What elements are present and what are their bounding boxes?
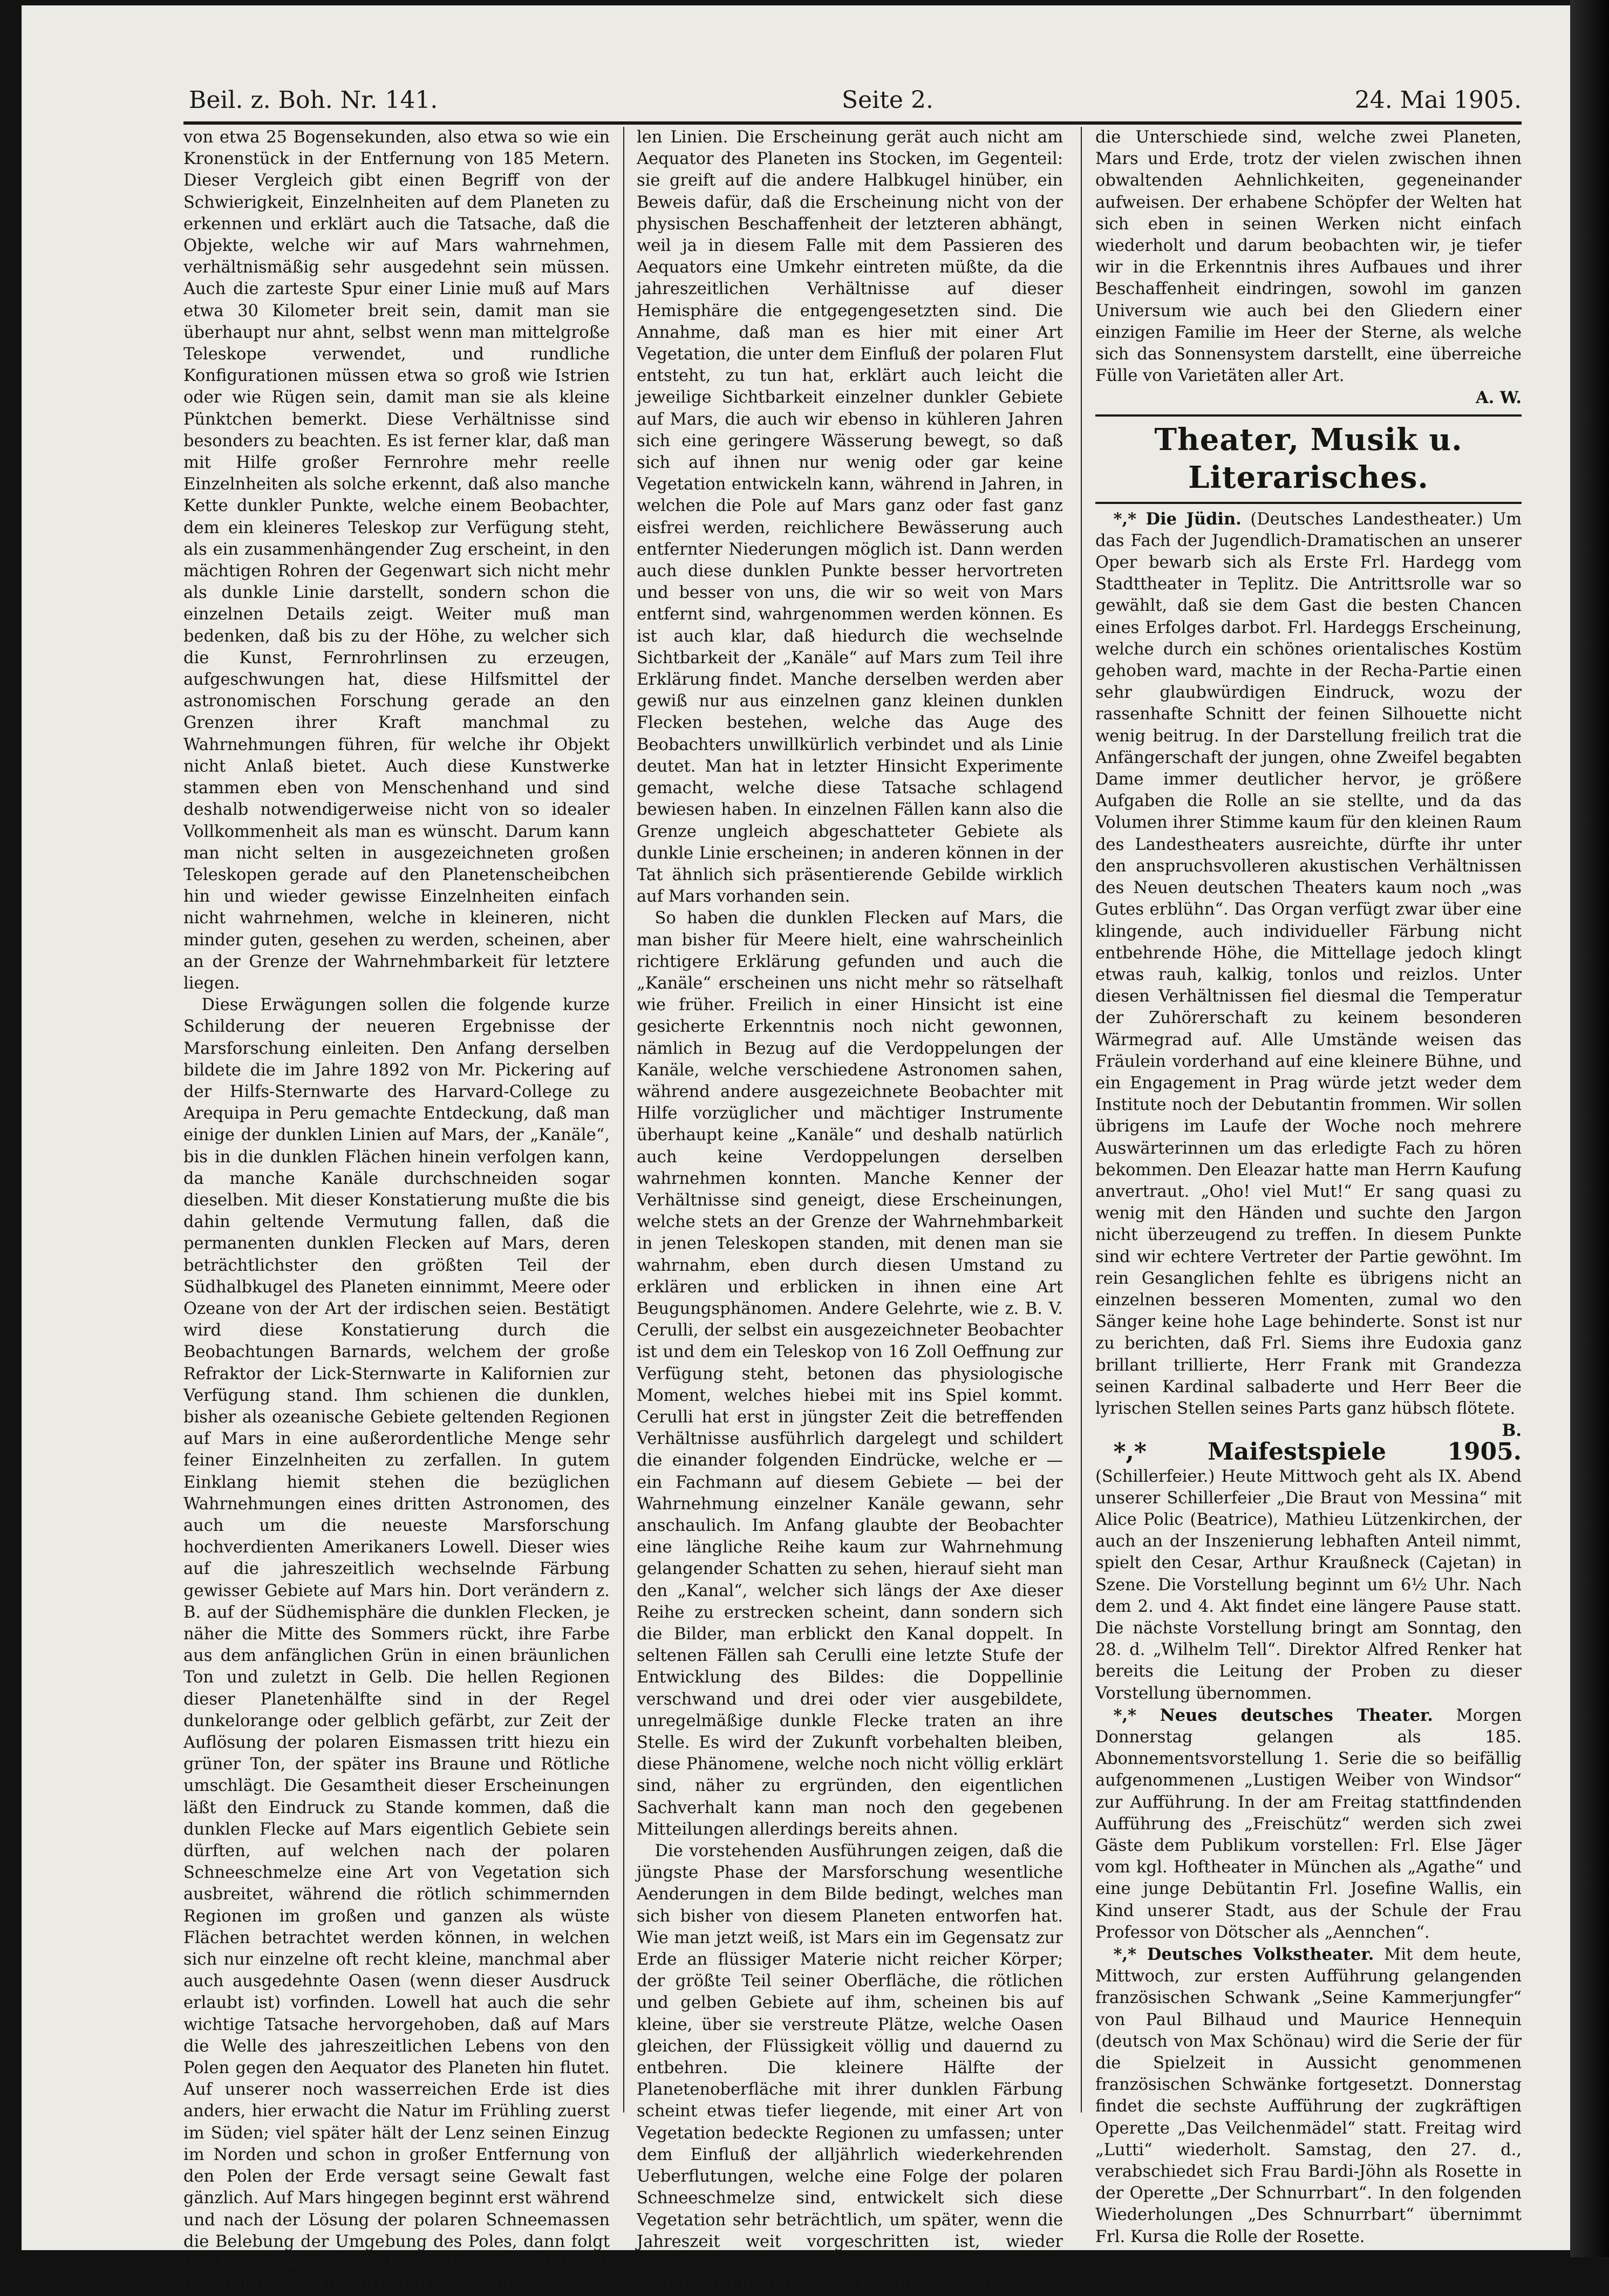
notice-paragraph [1095,1438,1522,1704]
supplement-number: Beil. z. Boh. Nr. 141. [189,86,438,114]
section-rule [1095,502,1522,504]
article-paragraph: Diese Erwägungen sollen die folgende kurze Schilderung der neueren Ergebnisse der Marsforschung einleiten. Den Anfang derselben bildete die im Jahre 1892 von Mr. Pickering auf der Hilfs-Sternwarte des Harvard-College zu Arequipa in Peru gemachte Entdeckung, daß man einige der dunklen Linien auf Mars, der „Kanäle“, bis in die dunklen Flächen hinein verfolgen kann, da manche Kanäle durchschneiden sogar dieselben. Mit dieser Konstatierung mußte die bis dahin geltende Vermutung fallen, daß die permanenten dunklen Flecken auf Mars, deren beträchtlichster den größten Teil der Südhalbkugel des Planeten einnimmt, Meere oder Ozeane von der Art der irdischen seien. Bestätigt wird diese Konstatierung durch die Beobachtungen Barnards, welchem der große Refraktor der Lick-Sternwarte in Kalifornien zur Verfügung stand. Ihm schienen die dunklen, bisher als ozeanische Gebiete geltenden Regionen auf Mars in eine außerordentliche Menge sehr feiner Einzelnheiten zu zerfallen. In gutem Einklang hiemit stehen die bezüglichen Wahrnehmungen eines dritten Astronomen, des auch um die neueste Marsforschung hochverdienten Amerikaners Lowell. Dieser wies auf die jahreszeitlich wechselnde Färbung gewisser Gebiete auf Mars hin. Dort verändern z. B. auf der Südhemisphäre die dunklen Flecken, je näher die Mitte des Sommers rückt, ihre Farbe aus dem anfänglichen Grün in einen bräunlichen Ton und zuletzt in Gelb. Die hellen Regionen dieser Planetenhälfte sind in der Regel dunkelorange oder gelblich gefärbt, zur Zeit der Auflösung der polaren Eismassen tritt hiezu ein grüner Ton, der später ins Braune und Rötliche umschlägt. Die Gesamtheit dieser Erscheinungen läßt den Eindruck zu Stande kommen, daß die dunklen Flecke auf Mars eigentlich Gebiete sein dürften, auf welchen nach der polaren Schneeschmelze eine Art von Vegetation sich ausbreitet, während die rötlich schimmernden Regionen im großen und ganzen als wüste Flächen betrachtet werden können, in welchen sich nur einzelne oft recht kleine, manchmal aber auch ausgedehnte Oasen (wenn dieser Ausdruck erlaubt ist) vorfinden. Lowell hat auch die sehr wichtige Tatsache hervorgehoben, daß auf Mars die Welle des jahreszeitlichen Lebens von den Polen gegen den Aequator des Planeten hin flutet. Auf unserer noch wasserreichen Erde ist dies anders, hier erwacht die Natur im Frühling zuerst im Süden; viel später hält der Lenz seinen Einzug im Norden und schon in großer Entfernung von den Polen der Erde versagt seine Gewalt fast gänzlich. Auf Mars hingegen beginnt erst während und nach der Lösung der polaren Schneemassen die Belebung der Umgebung des Poles, dann folgt das Dunklerwerden des benachbarten Gürtels und das deutlichere Hervortreten seiner dunk- [183,996,610,2295]
notice-heading: *,* Maifestspiele 1905. [1113,1438,1522,1466]
notice-text: Mit dem heute, Mittwoch, zur ersten Aufführung gelangenden französischen Schwank „Seine Kammerjungfer“ von Paul Bilhaud und Maurice Hennequin (deutsch von Max Schönau) wird die Serie der für die Spielzeit in Aussicht genommenen französischen Schwänke fortgesetzt. Donnerstag findet die sechste Aufführung der zugkräftigen Operette „Das Veilchenmädel“ statt. Freitag wird „Lutti“ wiederholt. Samstag, den 27. d., verabschiedet sich Frau Bardi-Jöhn als Rosette in der Operette „Der Schnurrbart“. In den folgenden Wiederholungen „Des Schnurrbart“ übernimmt Frl. Kursa die Rolle der Rosette. [1095,1945,1522,2246]
newspaper-page [22,5,1570,2295]
notice-paragraph [1095,1705,1522,1944]
article-paragraph: Man wird hieraus leicht erkennen, wie groß [654,2275,1023,2295]
article-paragraph: Die vorstehenden Ausführungen zeigen, daß die jüngste Phase der Marsforschung wesentliche Aenderungen in dem Bilde bedingt, welches man sich bisher von diesem Planeten entworfen hat. Wie man jetzt weiß, ist Mars ein im Gegensatz zur Erde an flüssiger Materie nicht reicher Körper; der größte Teil seiner Oberfläche, die rötlichen und gelben Gebiete auf ihm, scheinen bis auf kleine, über sie verstreute Plätze, welche Oasen gleichen, der Flüssigkeit völlig und dauernd zu entbehren. Die kleinere Hälfte der Planetenoberfläche mit ihrer dunklen Färbung scheint etwas tiefer liegende, mit einer Art von Vegetation bedeckte Regionen zu umfassen; unter dem Einfluß der alljährlich wiederkehrenden Ueberflutungen, welche eine Folge der polaren Schneeschmelze sind, entwickelt sich diese Vegetation sehr beträchtlich, um später, wenn die Jahreszeit weit vorgeschritten ist, wieder zurückzugehen. [637,1842,1063,2273]
column-3 [1095,127,1522,2246]
section-rule [1095,414,1522,417]
notice-paragraph [1095,1944,1522,2248]
article-paragraph: von etwa 25 Bogensekunden, also etwa so wie ein Kronenstück in der Entfernung von 185 Metern. Dieser Vergleich gibt einen Begriff von der Schwierigkeit, Einzelnheiten auf dem Planeten zu erkennen und erklärt auch die Tatsache, daß die Objekte, welche wir auf Mars wahrnehmen, verhältnismäßig sehr ausgedehnt sein müssen. Auch die zarteste Spur einer Linie muß auf Mars etwa 30 Kilometer breit sein, damit man sie überhaupt nur ahnt, selbst wenn man mittelgroße Teleskope verwendet, und rundliche Konfigurationen müssen etwa so groß wie Istrien oder wie Rügen sein, damit man sie als kleine Pünktchen bemerkt. Diese Verhältnisse sind besonders zu beachten. Es ist ferner klar, daß man mit Hilfe großer Fernrohre mehr reelle Einzelnheiten als solche erkennt, daß also manche Kette dunkler Punkte, welche einem Beobachter, dem ein kleineres Teleskop zur Verfügung steht, als ein zusammenhängender Zug erscheint, in den mächtigen Rohren der Gegenwart sich nicht mehr als dunkle Linie darstellt, sondern schon die einzelnen Details zeigt. Weiter muß man bedenken, daß bis zu der Höhe, zu welcher sich die Kunst, Fernrohrlinsen zu erzeugen, aufgeschwungen hat, diese Hilfsmittel der astronomischen Forschung gerade an den Grenzen ihrer Kraft manchmal zu Wahrnehmungen führen, für welche ihr Objekt nicht Anlaß bietet. Auch diese Kunstwerke stammen eben von Menschenhand und sind deshalb notwendigerweise nicht von so idealer Vollkommenheit als man es wünscht. Darum kann man nicht selten in ausgezeichneten großen Teleskopen gerade auf den Planetenscheibchen hin und wieder gewisse Einzelnheiten einfach nicht wahrnehmen, welche in kleineren, nicht minder guten, gesehen zu werden, scheinen, aber an der Grenze der Wahrnehmbarkeit für letztere liegen. [183,128,610,993]
header-rule [183,121,1522,125]
article-paragraph: die Unterschiede sind, welche zwei Planeten, Mars und Erde, trotz der vielen zwischen ihnen obwaltenden Aehnlichkeiten, gegeneinander aufweisen. Der erhabene Schöpfer der Welten hat sich eben in seinen Werken nicht einfach wiederholt und darum beobachten wir, je tiefer wir in die Erkenntnis ihres Aufbaues und ihrer Beschaffenheit eindringen, sowohl im ganzen Universum wie auch bei den Gliedern einer einzigen Familie im Heer der Sterne, als welche sich das Sonnensystem darstellt, eine überreiche Fülle von Varietäten aller Art. [1095,128,1522,386]
article-paragraph: len Linien. Die Erscheinung gerät auch nicht am Aequator des Planeten ins Stocken, im Gegenteil: sie greift auf die andere Halbkugel hinüber, ein Beweis dafür, daß die Erscheinung nicht von der physischen Beschaffenheit der letzteren abhängt, weil ja in diesem Falle mit dem Passieren des Aequators eine Umkehr eintreten müßte, da die jahreszeitlichen Verhältnisse auf dieser Hemisphäre die entgegengesetzten sind. Die Annahme, daß man es hier mit einer Art Vegetation, die unter dem Einfluß der polaren Flut entsteht, zu tun hat, erklärt auch leicht die jeweilige Sichtbarkeit einzelner dunkler Gebiete auf Mars, die auch wir ebenso in kühleren Jahren sich eine geringere Wässerung bewegt, so daß sich auf ihnen nur wenig oder gar keine Vegetation entwickeln kann, während in Jahren, in welchen die Pole auf Mars ganz oder fast ganz eisfrei werden, reichlichere Bewässerung auch entfernter Niederungen möglich ist. Dann werden auch diese dunklen Punkte besser hervortreten und besser von uns, die wir so weit von Mars entfernt sind, wahrgenommen werden können. Es ist auch klar, daß hiedurch die wechselnde Sichtbarkeit der „Kanäle“ auf Mars zum Teil ihre Erklärung findet. Manche derselben werden aber gewiß nur aus einzelnen ganz kleinen dunklen Flecken bestehen, welche das Auge des Beobachters unwillkürlich verbindet und als Linie deutet. Man hat in letzter Hinsicht Experimente gemacht, welche diese Tatsache schlagend bewiesen haben. In einzelnen Fällen kann also die Grenze ungleich abgeschatteter Gebiete als dunkle Linie erscheinen; in anderen können in der Tat ähnlich sich präsentierende Gebilde wirklich auf Mars vorhanden sein. [637,128,1063,907]
notice-text: Morgen Donnerstag gelangen als 185. Abonnementsvorstellung 1. Serie die so beifällig aufgenommenen „Lustigen Weiber von Windsor“ zur Aufführung. In der am Freitag stattfindenden Aufführung des „Freischütz“ werden sich zwei Gäste dem Publikum vorstellen: Frl. Else Jäger vom kgl. Hoftheater in München als „Agathe“ und eine junge Debütantin Frl. Josefine Wallis, ein Kind unserer Stadt, aus der Schule der Frau Professor von Dötscher als „Aennchen“. [1095,1706,1522,1942]
page-number: Seite 2. [842,86,933,114]
notice-heading: *,* Neues deutsches Theater. [1113,1705,1433,1725]
review-heading: *,* Die Jüdin. [1113,509,1242,529]
notice-heading: *,* Deutsches Volkstheater. [1113,1945,1374,1965]
author-signature: B. [1502,1421,1522,1441]
column-1 [183,127,610,2295]
page-header [189,86,1522,124]
article-paragraph: So haben die dunklen Flecken auf Mars, die man bisher für Meere hielt, eine wahrscheinlich richtigere Erklärung gefunden und auch die „Kanäle“ erscheinen uns nicht mehr so rätselhaft wie früher. Freilich in einer Hinsicht ist eine gesicherte Erkenntnis noch nicht gewonnen, nämlich in Bezug auf die Verdoppelungen der Kanäle, welche verschiedene Astronomen sahen, während andere ausgezeichnete Beobachter mit Hilfe vorzüglicher und mächtiger Instrumente überhaupt keine „Kanäle“ und deshalb natürlich auch keine Verdoppelungen derselben wahrnehmen konnten. Manche Kenner der Verhältnisse sind geneigt, diese Erscheinungen, welche stets an der Grenze der Wahrnehmbarkeit in jenen Teleskopen standen, mit denen man sie wahrnahm, eben durch diesen Umstand zu erklären und erblicken in ihnen eine Art Beugungsphänomen. Andere Gelehrte, wie z. B. V. Cerulli, der selbst ein ausgezeichneter Beobachter ist und dem ein Teleskop von 16 Zoll Oeffnung zur Verfügung steht, betonen das physiologische Moment, welches hiebei mit ins Spiel kommt. Cerulli hat erst in jüngster Zeit die betreffenden Verhältnisse ausführlich dargelegt und schildert die einander folgenden Eindrücke, welche er — ein Fachmann auf diesem Gebiete — bei der Wahrnehmung einzelner Kanäle gewann, sehr anschaulich. Im Anfang glaubte der Beobachter eine längliche Reihe kaum zur Wahrnehmung gelangender Schatten zu sehen, hierauf sieht man den „Kanal“, welcher sich längs der Axe dieser Reihe zu erstrecken scheint, dann sondern sich die Bilder, man erblickt den Kanal doppelt. In seltenen Fällen sah Cerulli eine letzte Stufe der Entwicklung des Bildes: die Doppellinie verschwand und drei oder vier ausgebildete, unregelmäßige dunkle Flecke traten an ihre Stelle. Es wird der Zukunft vorbehalten bleiben, diese Phänomene, welche noch nicht völlig erklärt sind, näher zu ergründen, den eigentlichen Sachverhalt kann man noch den gegebenen Mitteilungen allerdings bereits ahnen. [637,909,1063,1839]
scan-edge [1570,0,1609,2257]
review-text: (Deutsches Landestheater.) Um das Fach der Jugendlich-Dramatischen an unserer Oper bewarb sich als Erste Frl. Hardegg vom Stadttheater in Teplitz. Die Antrittsrolle war so gewählt, daß sie dem Gast die besten Chancen eines Erfolges darbot. Frl. Hardeggs Erscheinung, welche durch ein schönes orientalisches Kostüm gehoben ward, machte in der Recha-Partie einen sehr glaubwürdigen Eindruck, wozu der rassenhafte Schnitt der feinen Silhouette nicht wenig beitrug. In der Darstellung freilich trat die Anfängerschaft der jungen, ohne Zweifel begabten Dame immer deutlicher hervor, je größere Aufgaben die Rolle an sie stellte, und da das Volumen ihrer Stimme kaum für den kleinen Raum des Landestheaters ausreichte, dürfte ihr unter den anspruchsvolleren akustischen Verhältnissen des Neuen deutschen Theaters kaum noch „was Gutes erblühn“. Das Organ verfügt zwar über eine klingende, auch individueller Färbung nicht entbehrende Höhe, die Mittellage jedoch klingt etwas rauh, kalkig, tonlos und reizlos. Unter diesen Verhältnissen fiel diesmal die Temperatur der Zuhörerschaft zu keinem besonderen Wärmegrad auf. Alle Umstände weisen das Fräulein vorderhand auf eine kleinere Bühne, und ein Engagement in Prag würde jetzt weder dem Institute noch der Debutantin frommen. Wir sollen übrigens im Laufe der Woche noch mehrere Auswärterinnen um das erledigte Fach zu hören bekommen. Den Eleazar hatte man Herrn Kaufung anvertraut. „Oho! viel Mut!“ Er sang quasi zu wenig mit den Händen und suchte den Jargon nicht überzeugend zu treffen. In diesem Punkte sind wir echtere Vertreter der Partie gewöhnt. Im rein Gesanglichen fehlte es übrigens nicht an einzelnen besseren Momenten, zumal wo den Sänger keine hohe Lage behinderte. Sonst ist nur zu berichten, daß Frl. Siems ihre Eudoxia ganz brillant trillierte, Herr Frank mit Grandezza seinen Kardinal salbaderte und Herr Beer die lyrischen Stellen seines Parts ganz hübsch flötete. [1095,509,1522,1418]
notice-text: (Schillerfeier.) Heute Mittwoch geht als IX. Abend unserer Schillerfeier „Die Braut von Messina“ mit Alice Polic (Beatrice), Mathieu Lützenkirchen, der auch an der Inszenierung lebhaften Anteil nimmt, spielt den Cesar, Arthur Kraußneck (Cajetan) in Szene. Die Vorstellung beginnt um 6½ Uhr. Nach dem 2. und 4. Akt findet eine längere Pause statt. Die nächste Vorstellung bringt am Sonntag, den 28. d. „Wilhelm Tell“. Direktor Alfred Renker hat bereits die Leitung der Proben zu dieser Vorstellung übernommen. [1095,1467,1522,1703]
author-signature: A. W. [1475,388,1522,408]
review-paragraph [1095,508,1522,1420]
column-divider [1081,127,1082,2113]
column-2 [637,127,1063,2295]
issue-date: 24. Mai 1905. [1354,86,1522,114]
section-title: Theater, Musik u. Literarisches. [1154,421,1463,495]
column-divider [623,127,624,2113]
